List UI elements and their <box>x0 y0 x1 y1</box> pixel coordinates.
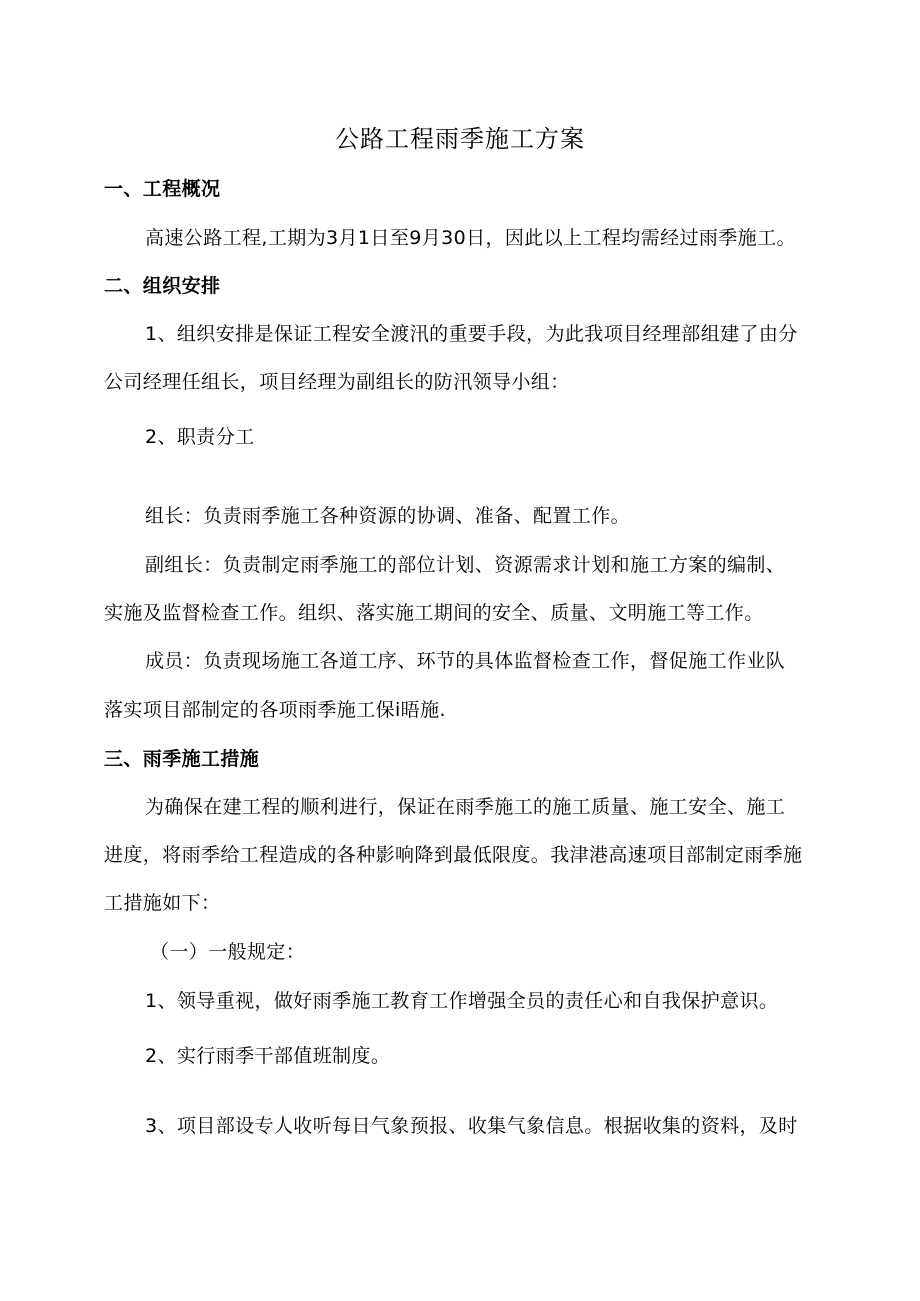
section-heading-measures: 三、雨季施工措施 <box>104 748 260 770</box>
paragraph-line: 2、职责分工 <box>145 426 255 448</box>
paragraph-line: 高速公路工程,工期为3月1日至9月30日，因此以上工程均需经过雨季施工。 <box>145 227 796 249</box>
paragraph-line: 1、组织安排是保证工程安全渡汛的重要手段，为此我项目经理部组建了由分 <box>145 323 798 345</box>
paragraph-line: 1、领导重视，做好雨季施工教育工作增强全员的责任心和自我保护意识。 <box>145 990 779 1012</box>
paragraph-line: 2、实行雨季干部值班制度。 <box>145 1045 391 1067</box>
paragraph-line: 组长：负责雨季施工各种资源的协调、准备、配置工作。 <box>145 505 631 527</box>
paragraph-line: （一）一般规定： <box>150 941 306 963</box>
paragraph-line: 为确保在建工程的顺利进行，保证在雨季施工的施工质量、施工安全、施工 <box>145 796 786 818</box>
section-heading-overview: 一、工程概况 <box>104 178 221 200</box>
document-title: 公路工程雨季施工方案 <box>335 125 585 153</box>
paragraph-line: 落实项目部制定的各项雨季施工保i晤施. <box>104 699 446 721</box>
paragraph-line: 3、项目部设专人收听每日气象预报、收集气象信息。根据收集的资料，及时 <box>145 1115 798 1137</box>
paragraph-line: 副组长：负责制定雨季施工的部位计划、资源需求计划和施工方案的编制、 <box>145 554 786 576</box>
paragraph-line: 进度，将雨季给工程造成的各种影响降到最低限度。我津港高速项目部制定雨季施 <box>104 844 803 866</box>
section-heading-organization: 二、组织安排 <box>104 275 221 297</box>
paragraph-line: 实施及监督检查工作。组织、落实施工期间的安全、质量、文明施工等工作。 <box>104 602 764 624</box>
paragraph-line: 成员：负责现场施工各道工序、环节的具体监督检查工作，督促施工作业队 <box>145 650 786 672</box>
paragraph-line: 工措施如下： <box>104 892 221 914</box>
paragraph-line: 公司经理任组长，项目经理为副组长的防汛领导小组： <box>104 371 570 393</box>
